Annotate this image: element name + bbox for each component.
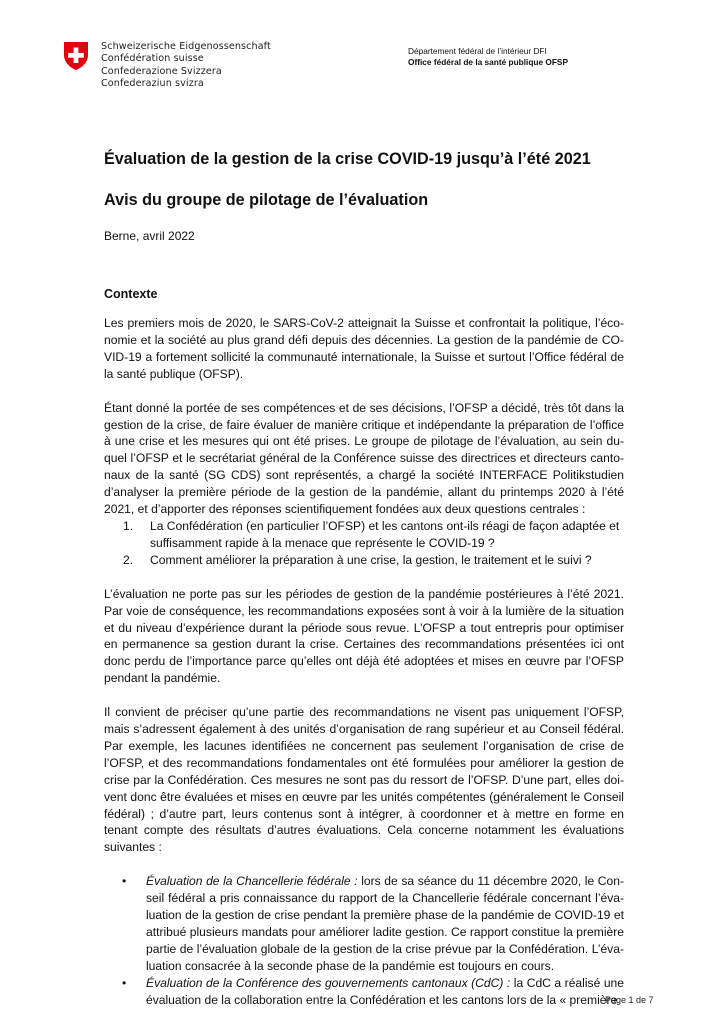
document-subtitle: Avis du groupe de pilotage de l’évaluation [104, 191, 429, 209]
document-body [104, 315, 624, 1009]
list-item [104, 552, 624, 569]
department-name: Département fédéral de l’intérieur DFI [408, 46, 547, 56]
evaluations-list [104, 873, 624, 1008]
list-text: La Confédération (en particulier l’OFSP) et les cantons ont-ils réagi de façon adaptée et suffisamment rapide à la menace que représente le COVID-19 ? [150, 518, 620, 550]
list-text [146, 873, 624, 974]
list-item [104, 873, 624, 974]
evaluation-text: la CdC a réalisé une évaluation de la collaboration entre la Confédération et les cantons lors de la « première [146, 975, 624, 1007]
confederation-name-rm: Confederaziun svizra [101, 78, 204, 90]
evaluation-title: Évaluation de la Chancellerie fédérale : [146, 874, 358, 889]
document-title: Évaluation de la gestion de la crise COVID-19 jusqu’à l’été 2021 [104, 150, 591, 168]
confederation-name-fr: Confédération suisse [101, 53, 204, 65]
list-text: Comment améliorer la préparation à une crise, la gestion, le traitement et le suivi ? [150, 552, 592, 567]
questions-list [104, 518, 624, 569]
evaluation-text: lors de sa séance du 11 décembre 2020, le Conseil fédéral a pris connaissance du rapport de la Chancellerie fédérale concernant l’évaluation de la gestion de crise pendant la première phase de la pandémie de COVID-19 et attribué plusieurs mandats pour améliorer ladite gestion. Ce rapport constitue la première partie de l’évaluation globale de la gestion de la crise prévue par la Confédération. L’évaluation consacrée à la seconde phase de la pandémie est toujours en cours. [146, 874, 624, 973]
paragraph: L’évaluation ne porte pas sur les périodes de gestion de la pandémie postérieures à l’été 2021. Par voie de conséquence, les recommandations exposées sont à voir à la lumière de la situation et du niveau d’expérience durant la période sous revue. L’OFSP a tout entrepris pour optimiser en permanence sa gestion durant la crise. Certaines des recommandations présentées ici ont donc perdu de l’importance parce qu’elles ont déjà été adoptées et mises en œuvre par l’OFSP pendant la pandémie. [104, 586, 624, 686]
office-name: Office fédéral de la santé publique OFSP [408, 57, 568, 67]
confederation-name-de: Schweizerische Eidgenossenschaft [101, 41, 271, 52]
list-item [104, 975, 624, 1009]
paragraph: Étant donné la portée de ses compétences et de ses décisions, l’OFSP a décidé, très tôt dans la gestion de la crise, de faire évaluer de manière critique et indépendante la préparation de l’office à une crise et les mesures qui ont été prises. Le groupe de pilotage de l’évaluation, au sein duquel l’OFSP et le secrétariat général de la Conférence suisse des directrices et directeurs cantonaux de la santé (SG CDS) sont représentés, a chargé la société INTERFACE Politikstudien d’analyser la première période de la gestion de la pandémie, allant du printemps 2020 à l’été 2021, et d’apporter des réponses scientifiquement fondées aux deux questions centrales : [104, 400, 624, 517]
confederation-names [101, 41, 271, 91]
bullet: • [122, 874, 127, 889]
list-number: 1. [123, 518, 134, 533]
paragraph: Les premiers mois de 2020, le SARS-CoV-2 atteignait la Suisse et confrontait la politique, l’économie et la société au plus grand défi depuis des décennies. La gestion de la pandémie de COVID-19 a fortement sollicité la communauté internationale, la Suisse et surtout l’Office fédéral de la santé publique (OFSP). [104, 316, 624, 381]
paragraph: Il convient de préciser qu’une partie des recommandations ne visent pas uniquement l’OFSP, mais s’adressent également à des unités d’organisation de rang supérieur et au Conseil fédéral. Par exemple, les lacunes identifiées ne concernent pas seulement l’organisation de crise de l’OFSP, et des recommandations fondamentales ont été formulées pour améliorer la gestion de crise par la Confédération. Ces mesures ne sont pas du ressort de l’OFSP. D’une part, elles doivent donc être évaluées et mises en œuvre par les unités compétentes (généralement le Conseil fédéral) ; d’autre part, leurs contenus sont à intégrer, à coordonner et à mettre en forme en tenant compte des résultats d’autres évaluations. Cela concerne notamment les évaluations suivantes : [104, 705, 624, 855]
list-text [146, 975, 624, 1009]
bullet: • [122, 975, 127, 990]
confederation-name-it: Confederazione Svizzera [101, 65, 222, 77]
list-number: 2. [123, 552, 134, 567]
evaluation-title: Évaluation de la Conférence des gouvernements cantonaux (CdC) : [146, 975, 511, 990]
section-heading: Contexte [104, 287, 158, 301]
swiss-coat-of-arms-logo [63, 41, 89, 71]
place-date: Berne, avril 2022 [104, 229, 195, 243]
list-item [104, 518, 624, 552]
page-number: Page 1 de 7 [605, 995, 654, 1005]
department-block [408, 46, 568, 68]
